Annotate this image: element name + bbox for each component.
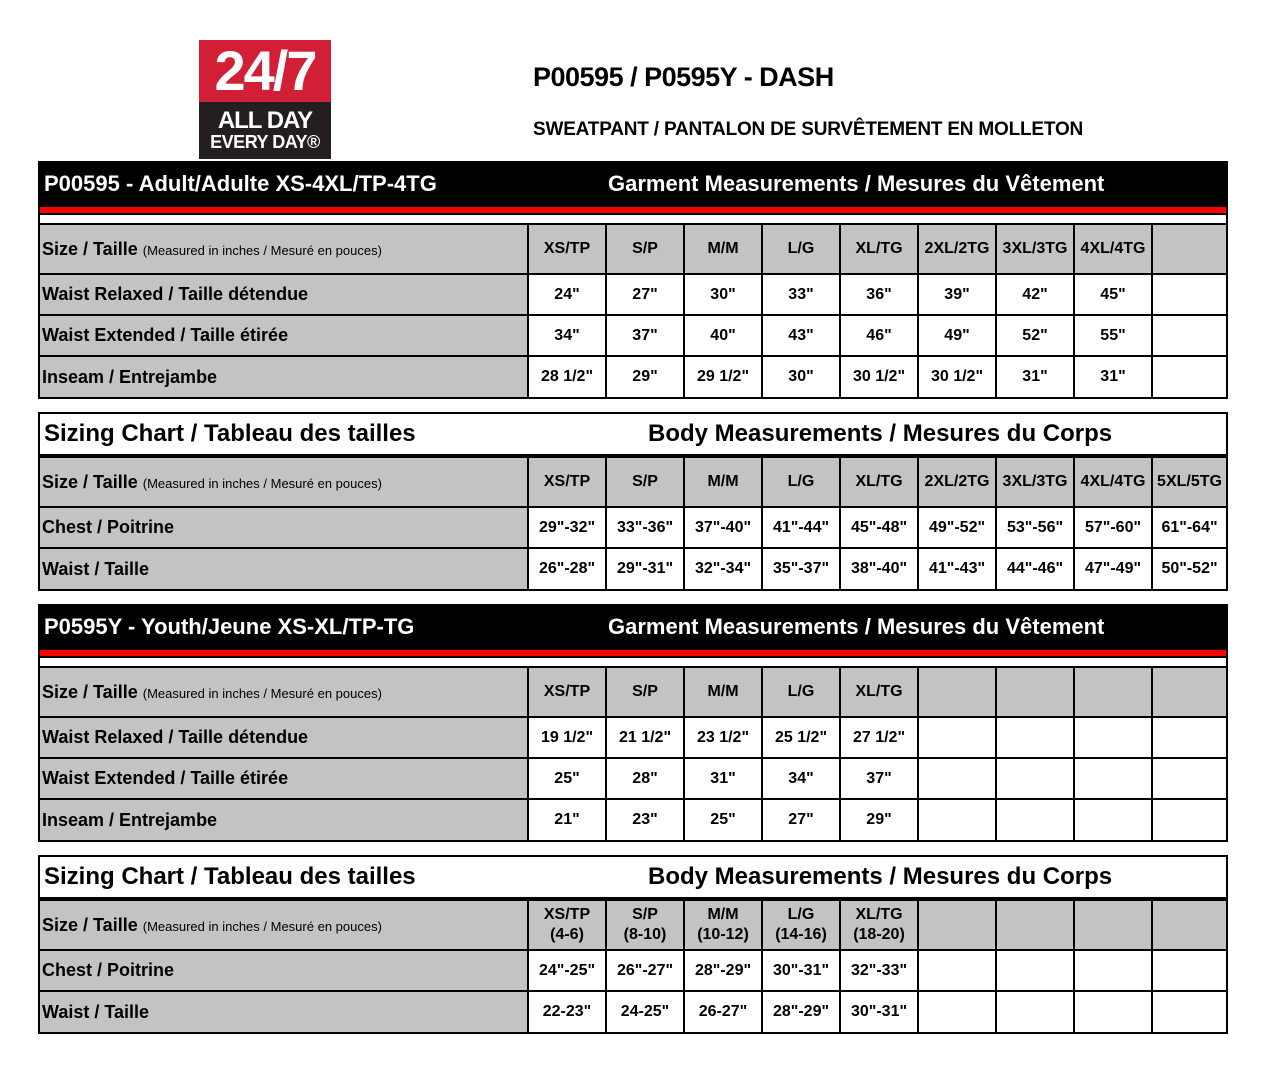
value-cell: 30"	[684, 274, 762, 315]
row-label: Waist Extended / Taille étirée	[40, 315, 528, 356]
value-cell	[996, 717, 1074, 758]
value-cell: 34"	[762, 758, 840, 799]
value-cell	[1074, 717, 1152, 758]
size-header-row	[40, 667, 1226, 717]
value-cell: 39"	[918, 274, 996, 315]
value-cell	[996, 799, 1074, 840]
value-cell: 31"	[996, 356, 1074, 397]
value-cell: 45"	[1074, 274, 1152, 315]
size-header-cell	[1152, 900, 1226, 950]
page-title: P00595 / P0595Y - DASH	[533, 62, 834, 92]
size-header-cell: L/G	[762, 224, 840, 274]
size-header-cell: 3XL/3TG	[996, 224, 1074, 274]
value-cell	[1152, 758, 1226, 799]
section-header	[40, 163, 1226, 205]
value-cell: 37"-40"	[684, 507, 762, 548]
value-cell: 29"	[606, 356, 684, 397]
size-header-cell	[528, 900, 606, 950]
value-cell: 33"-36"	[606, 507, 684, 548]
value-cell: 29"-32"	[528, 507, 606, 548]
value-cell	[996, 950, 1074, 991]
value-cell: 30 1/2"	[840, 356, 918, 397]
section-title: Sizing Chart / Tableau des tailles	[44, 420, 416, 447]
value-cell	[1152, 356, 1226, 397]
table-row	[40, 315, 1226, 356]
brand-logo	[199, 40, 331, 159]
value-cell: 25 1/2"	[762, 717, 840, 758]
value-cell	[1152, 799, 1226, 840]
size-header-cell	[918, 900, 996, 950]
size-header-cell	[996, 900, 1074, 950]
row-label: Waist / Taille	[40, 991, 528, 1032]
value-cell: 30 1/2"	[918, 356, 996, 397]
size-header-row	[40, 224, 1226, 274]
red-divider	[40, 648, 1226, 658]
size-label-cell	[40, 224, 528, 274]
value-cell: 28"-29"	[762, 991, 840, 1032]
value-cell	[1152, 950, 1226, 991]
red-divider	[40, 205, 1226, 215]
size-header-cell: 2XL/2TG	[918, 224, 996, 274]
size-header-cell: M/M	[684, 224, 762, 274]
size-header-cell	[762, 900, 840, 950]
size-header-cell: S/P	[606, 224, 684, 274]
size-header-cell	[1152, 667, 1226, 717]
section-header	[40, 414, 1226, 456]
value-cell: 28 1/2"	[528, 356, 606, 397]
value-cell	[1074, 799, 1152, 840]
size-header-cell: XL/TG	[840, 457, 918, 507]
value-cell: 40"	[684, 315, 762, 356]
section-type: Body Measurements / Mesures du Corps	[648, 420, 1113, 447]
size-header-cell: XS/TP	[528, 224, 606, 274]
value-cell: 49"-52"	[918, 507, 996, 548]
row-label: Waist Extended / Taille étirée	[40, 758, 528, 799]
row-label: Inseam / Entrejambe	[40, 356, 528, 397]
value-cell: 21"	[528, 799, 606, 840]
size-header-cell: M/M	[684, 667, 762, 717]
table-row	[40, 548, 1226, 589]
adult-garment-table	[38, 161, 1228, 399]
size-header-cell: 5XL/5TG	[1152, 457, 1226, 507]
value-cell: 26"-28"	[528, 548, 606, 589]
row-label: Chest / Poitrine	[40, 950, 528, 991]
page-subtitle: SWEATPANT / PANTALON DE SURVÊTEMENT EN MOLLETON	[533, 119, 1084, 140]
row-label: Inseam / Entrejambe	[40, 799, 528, 840]
table-row	[40, 507, 1226, 548]
logo-all-day: ALL DAY	[217, 107, 313, 134]
size-label: Size / Taille	[42, 914, 138, 935]
value-cell: 30"-31"	[762, 950, 840, 991]
size-age-range: (18-20)	[853, 926, 905, 943]
logo-247: 24/7	[199, 40, 331, 102]
section-title: P00595 - Adult/Adulte XS-4XL/TP-4TG	[44, 171, 437, 196]
value-cell: 61"-64"	[1152, 507, 1226, 548]
size-note: (Measured in inches / Mesuré en pouces)	[142, 242, 382, 258]
measurement-grid	[40, 899, 1226, 1032]
size-header-cell	[918, 667, 996, 717]
value-cell: 34"	[528, 315, 606, 356]
size-header-cell: L/G	[762, 667, 840, 717]
size-header-cell	[684, 900, 762, 950]
table-row	[40, 758, 1226, 799]
size-header-cell: 3XL/3TG	[996, 457, 1074, 507]
logo-tagline	[199, 102, 331, 159]
value-cell: 23 1/2"	[684, 717, 762, 758]
size-note: (Measured in inches / Mesuré en pouces)	[142, 685, 382, 701]
table-row	[40, 950, 1226, 991]
size-header-cell: XL/TG	[840, 224, 918, 274]
value-cell: 24-25"	[606, 991, 684, 1032]
size-header-cell	[606, 900, 684, 950]
size-label: Size / Taille	[42, 238, 138, 259]
size-label-cell	[40, 457, 528, 507]
value-cell: 47"-49"	[1074, 548, 1152, 589]
value-cell: 21 1/2"	[606, 717, 684, 758]
value-cell: 26-27"	[684, 991, 762, 1032]
row-label: Waist Relaxed / Taille détendue	[40, 274, 528, 315]
size-header-cell: L/G	[762, 457, 840, 507]
value-cell: 31"	[684, 758, 762, 799]
value-cell: 27"	[606, 274, 684, 315]
value-cell: 52"	[996, 315, 1074, 356]
size-note: (Measured in inches / Mesuré en pouces)	[142, 918, 382, 934]
youth-body-table	[38, 855, 1228, 1034]
size-header-cell: 4XL/4TG	[1074, 224, 1152, 274]
value-cell	[1152, 991, 1226, 1032]
value-cell: 27 1/2"	[840, 717, 918, 758]
row-label: Waist / Taille	[40, 548, 528, 589]
value-cell: 41"-44"	[762, 507, 840, 548]
value-cell: 44"-46"	[996, 548, 1074, 589]
value-cell	[1074, 991, 1152, 1032]
size-label: Size / Taille	[42, 471, 138, 492]
value-cell: 57"-60"	[1074, 507, 1152, 548]
size-code: L/G	[787, 906, 815, 923]
value-cell: 53"-56"	[996, 507, 1074, 548]
row-label: Chest / Poitrine	[40, 507, 528, 548]
value-cell: 19 1/2"	[528, 717, 606, 758]
value-cell	[1152, 274, 1226, 315]
table-row	[40, 717, 1226, 758]
section-header	[40, 857, 1226, 899]
section-type: Garment Measurements / Mesures du Vêtement	[608, 171, 1105, 196]
value-cell: 30"	[762, 356, 840, 397]
size-header-cell: 2XL/2TG	[918, 457, 996, 507]
value-cell	[918, 799, 996, 840]
table-row	[40, 274, 1226, 315]
size-header-cell: 4XL/4TG	[1074, 457, 1152, 507]
value-cell	[1074, 950, 1152, 991]
value-cell	[918, 758, 996, 799]
value-cell: 24"	[528, 274, 606, 315]
size-header-cell	[996, 667, 1074, 717]
value-cell: 38"-40"	[840, 548, 918, 589]
value-cell	[918, 991, 996, 1032]
size-label-cell	[40, 900, 528, 950]
size-label: Size / Taille	[42, 681, 138, 702]
value-cell: 35"-37"	[762, 548, 840, 589]
value-cell	[1152, 315, 1226, 356]
size-age-range: (4-6)	[550, 926, 584, 943]
value-cell: 22-23"	[528, 991, 606, 1032]
size-label-cell	[40, 667, 528, 717]
value-cell: 25"	[684, 799, 762, 840]
size-code: XL/TG	[855, 906, 903, 923]
value-cell: 32"-34"	[684, 548, 762, 589]
section-type: Body Measurements / Mesures du Corps	[648, 863, 1113, 890]
value-cell: 30"-31"	[840, 991, 918, 1032]
section-type: Garment Measurements / Mesures du Vêtement	[608, 614, 1105, 639]
value-cell	[1074, 758, 1152, 799]
value-cell: 37"	[840, 758, 918, 799]
size-age-range: (8-10)	[623, 926, 667, 943]
youth-garment-table	[38, 604, 1228, 842]
value-cell	[918, 717, 996, 758]
value-cell: 55"	[1074, 315, 1152, 356]
size-code: M/M	[707, 906, 739, 923]
value-cell: 36"	[840, 274, 918, 315]
section-title: P0595Y - Youth/Jeune XS-XL/TP-TG	[44, 614, 415, 639]
value-cell: 43"	[762, 315, 840, 356]
size-note: (Measured in inches / Mesuré en pouces)	[142, 475, 382, 491]
size-header-cell	[840, 900, 918, 950]
size-header-cell	[1074, 900, 1152, 950]
value-cell: 42"	[996, 274, 1074, 315]
size-header-cell	[1152, 224, 1226, 274]
size-header-cell	[1074, 667, 1152, 717]
size-header-row	[40, 457, 1226, 507]
size-age-range: (10-12)	[697, 926, 749, 943]
value-cell: 31"	[1074, 356, 1152, 397]
section-title: Sizing Chart / Tableau des tailles	[44, 863, 416, 890]
value-cell: 27"	[762, 799, 840, 840]
value-cell: 28"	[606, 758, 684, 799]
value-cell: 45"-48"	[840, 507, 918, 548]
size-header-cell: S/P	[606, 667, 684, 717]
section-header	[40, 606, 1226, 648]
size-header-cell: S/P	[606, 457, 684, 507]
adult-body-table	[38, 412, 1228, 591]
measurement-grid	[40, 223, 1226, 397]
value-cell: 46"	[840, 315, 918, 356]
size-header-cell: XS/TP	[528, 457, 606, 507]
row-label: Waist Relaxed / Taille détendue	[40, 717, 528, 758]
value-cell: 25"	[528, 758, 606, 799]
size-code: S/P	[632, 906, 658, 923]
value-cell	[918, 950, 996, 991]
size-header-cell: XS/TP	[528, 667, 606, 717]
logo-every-day: EVERY DAY®	[210, 132, 320, 152]
value-cell: 23"	[606, 799, 684, 840]
value-cell: 29"	[840, 799, 918, 840]
value-cell: 26"-27"	[606, 950, 684, 991]
table-row	[40, 799, 1226, 840]
table-row	[40, 991, 1226, 1032]
value-cell: 41"-43"	[918, 548, 996, 589]
value-cell: 50"-52"	[1152, 548, 1226, 589]
value-cell: 29 1/2"	[684, 356, 762, 397]
measurement-grid	[40, 456, 1226, 589]
value-cell	[1152, 717, 1226, 758]
value-cell: 24"-25"	[528, 950, 606, 991]
value-cell: 32"-33"	[840, 950, 918, 991]
table-row	[40, 356, 1226, 397]
size-header-cell: M/M	[684, 457, 762, 507]
value-cell: 28"-29"	[684, 950, 762, 991]
size-code: XS/TP	[543, 906, 591, 923]
measurement-grid	[40, 666, 1226, 840]
size-header-cell: XL/TG	[840, 667, 918, 717]
value-cell: 33"	[762, 274, 840, 315]
value-cell	[996, 758, 1074, 799]
value-cell: 37"	[606, 315, 684, 356]
value-cell: 29"-31"	[606, 548, 684, 589]
size-age-range: (14-16)	[775, 926, 827, 943]
value-cell: 49"	[918, 315, 996, 356]
value-cell	[996, 991, 1074, 1032]
size-header-row	[40, 900, 1226, 950]
